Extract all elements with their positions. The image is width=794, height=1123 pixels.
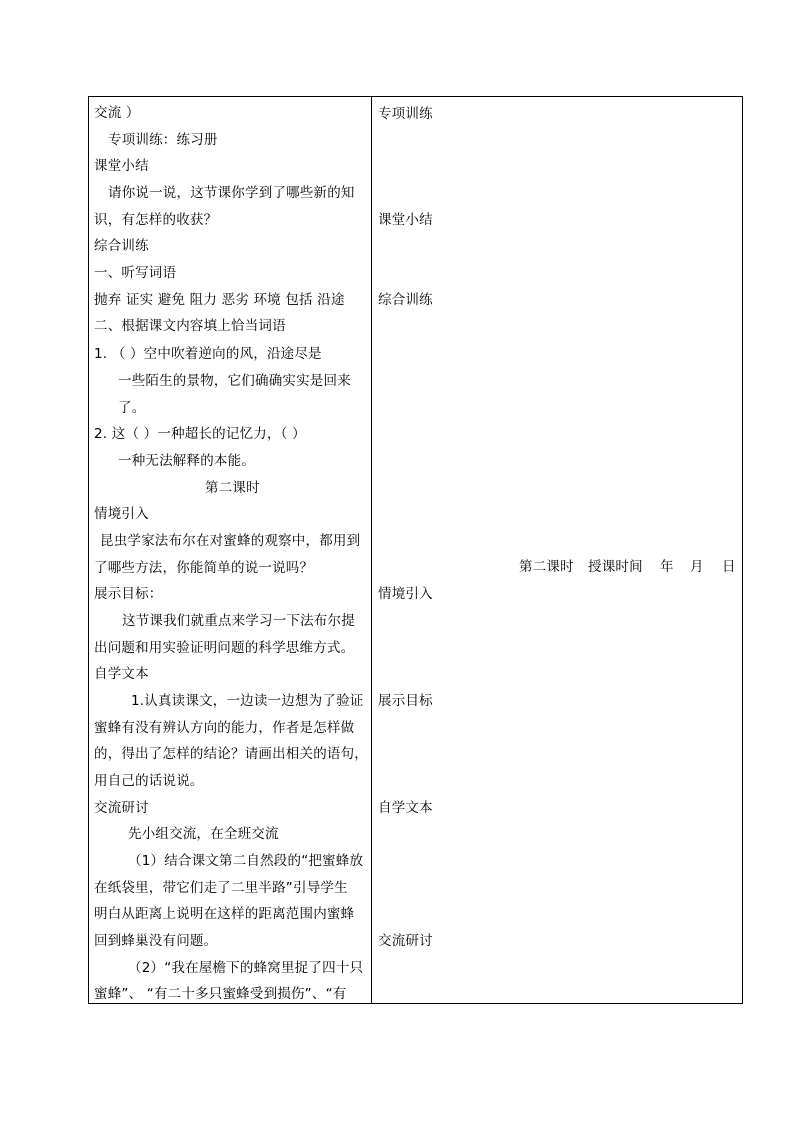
vocabulary-line: 抛弃 证实 避免 阻力 恶劣 环境 包括 沿途 (94, 292, 345, 308)
text-line: 交流 ） (94, 105, 140, 121)
text-line: 先小组交流，在全班交流 (128, 826, 279, 842)
text-line: （2）“我在屋檐下的蜂窝里捉了四十只 (128, 960, 364, 976)
text-line: （1）结合课文第二自然段的“把蜜蜂放 (128, 853, 364, 869)
section-heading: 交流研讨 (94, 800, 149, 816)
text-line: 专项训练：练习册 (108, 132, 218, 148)
right-label: 自学文本 (378, 800, 433, 816)
text-line: 明白从距离上说明在这样的距离范围内蜜蜂 (94, 906, 355, 922)
text-line: 一、听写词语 (94, 265, 177, 281)
text-line: 一种无法解释的本能。 (118, 453, 255, 469)
text-line: 蜜蜂有没有辨认方向的能力，作者是怎样做 (94, 720, 355, 736)
text-line: 二、根据课文内容填上恰当词语 (94, 318, 286, 334)
right-label: 课堂小结 (378, 212, 433, 228)
question-item: 2. 这（ ）一种超长的记忆力，（ ） (94, 426, 306, 442)
text-line: 请你说一说，这节课你学到了哪些新的知 (108, 185, 355, 201)
lesson-title: 第二课时 (205, 480, 260, 496)
text-line: 用自己的话说说。 (94, 773, 204, 789)
section-heading: 展示目标： (94, 586, 163, 602)
schedule-day: 日 (722, 559, 736, 575)
right-label: 交流研讨 (378, 933, 433, 949)
text-line: 1.认真读课文，一边读一边想为了验证 (131, 693, 364, 709)
schedule-year: 年 (660, 559, 674, 575)
schedule-time-label: 授课时间 (588, 559, 643, 575)
section-heading: 情境引入 (94, 506, 149, 522)
right-label: 情境引入 (378, 586, 433, 602)
text-line: 识，有怎样的收获？ (94, 212, 218, 228)
text-line: 昆虫学家法布尔在对蜜蜂的观察中，都用到 (100, 533, 361, 549)
section-heading: 课堂小结 (94, 158, 149, 174)
text-line: 蜜蜂”、 “有二十多只蜜蜂受到损伤”、“有 (94, 986, 347, 1002)
right-label: 专项训练 (378, 106, 433, 122)
question-item: 1. （ ）空中吹着逆向的风，沿途尽是 (94, 346, 322, 362)
section-heading: 自学文本 (94, 666, 149, 682)
text-line: 在纸袋里，带它们走了二里半路”引导学生 (94, 880, 348, 896)
right-label: 展示目标 (378, 693, 433, 709)
schedule-month: 月 (690, 559, 704, 575)
right-label: 综合训练 (378, 292, 433, 308)
schedule-lesson: 第二课时 (519, 559, 574, 575)
text-line: 一些陌生的景物，它们确确实实是回来 (118, 373, 351, 389)
text-line: 的，得出了怎样的结论？请画出相关的语句， (94, 746, 368, 762)
text-line: 回到蜂巢没有问题。 (94, 933, 218, 949)
text-line: 了。 (118, 400, 146, 416)
text-line: 了哪些方法，你能简单的说一说吗？ (94, 560, 314, 576)
section-heading: 综合训练 (94, 238, 149, 254)
column-divider (371, 96, 372, 1004)
text-line: 出问题和用实验证明问题的科学思维方式。 (94, 640, 355, 656)
text-line: 这节课我们就重点来学习一下法布尔提 (122, 613, 355, 629)
